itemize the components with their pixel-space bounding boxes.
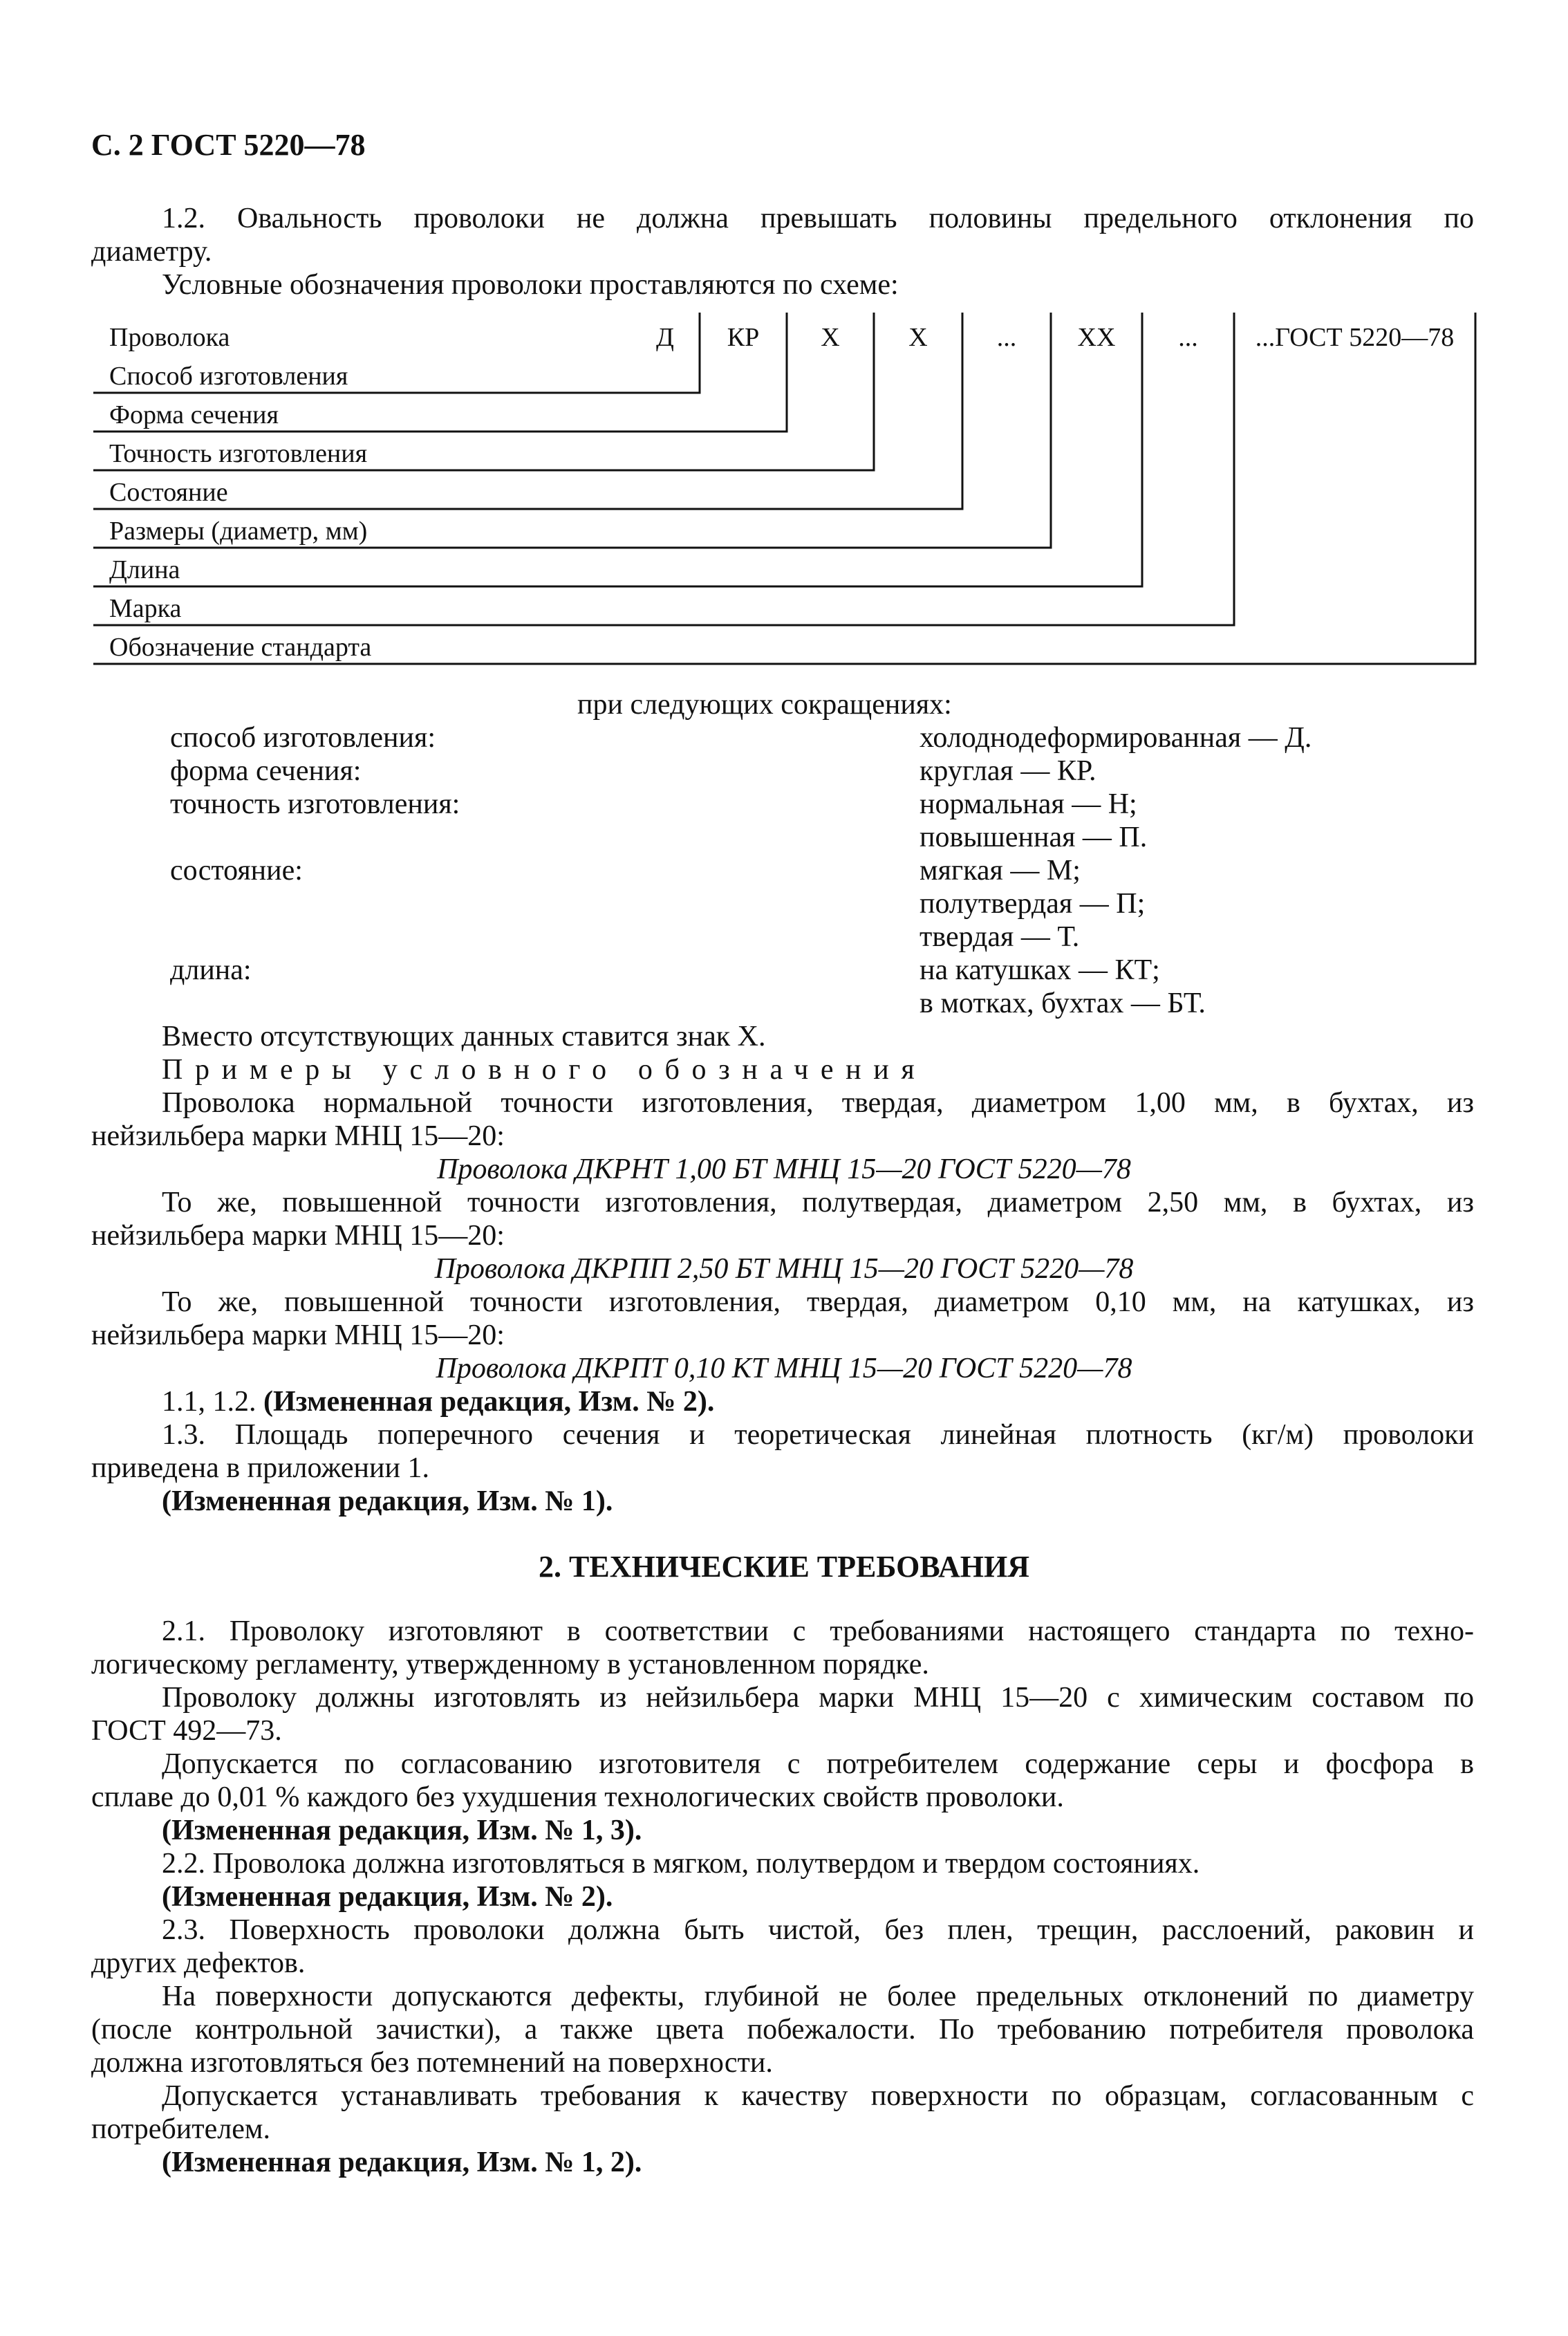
code-method: Д [656, 323, 674, 352]
abbr-term: состояние: [170, 855, 303, 887]
amendment-prefix: 1.1, 1.2. [162, 1386, 263, 1418]
example-3-line2: нейзильбера марки МНЦ 15—20: [91, 1319, 505, 1351]
code-grade-placeholder: ... [1178, 323, 1198, 352]
paragraph-2-1c-line2: сплаве до 0,01 % каждого без ухудшения технологических свойств проволоки. [91, 1781, 1064, 1813]
abbr-value: круглая — КР. [920, 755, 1096, 787]
abbreviations-heading: при следующих сокращениях: [577, 689, 952, 721]
example-2-line2: нейзильбера марки МНЦ 15—20: [91, 1220, 505, 1252]
paragraph-1-2-line1: 1.2. Овальность проволоки не должна превышать половины предельного отклонения по [162, 203, 1474, 234]
amendment-2-1: (Измененная редакция, Изм. № 1, 3). [162, 1815, 642, 1846]
paragraph-2-3b-line2: (после контрольной зачистки), а также цвета побежалости. По требованию потребителя проволока [91, 2014, 1474, 2046]
paragraph-2-3-line2: других дефектов. [91, 1947, 306, 1979]
examples-heading: Примеры условного обозначения [162, 1054, 927, 1086]
scheme-intro: Условные обозначения проволоки проставляются по схеме: [162, 269, 899, 301]
paragraph-2-3b-line3: должна изготовляться без потемнений на поверхности. [91, 2047, 773, 2079]
paragraph-2-1b-line2: ГОСТ 492—73. [91, 1715, 282, 1747]
scheme-label-wire: Проволока [109, 323, 230, 352]
abbr-term: точность изготовления: [170, 788, 460, 820]
amendment-1-3: (Измененная редакция, Изм. № 1). [162, 1485, 613, 1517]
scheme-label-method: Способ изготовления [109, 362, 348, 391]
amendment-text: (Измененная редакция, Изм. № 2). [263, 1386, 715, 1418]
scheme-label-standard: Обозначение стандарта [109, 633, 372, 662]
paragraph-2-1-line2: логическому регламенту, утвержденному в установленном порядке. [91, 1649, 929, 1680]
code-shape: КР [727, 323, 760, 352]
paragraph-2-3c-line1: Допускается устанавливать требования к качеству поверхности по образцам, согласованным с [162, 2080, 1474, 2112]
abbr-value: твердая — Т. [920, 921, 1080, 953]
example-2-code: Проволока ДКРПП 2,50 БТ МНЦ 15—20 ГОСТ 5220—78 [434, 1253, 1134, 1285]
example-1-line2: нейзильбера марки МНЦ 15—20: [91, 1120, 505, 1152]
scheme-label-grade: Марка [109, 594, 182, 623]
example-2-line1: То же, повышенной точности изготовления, полутвердая, диаметром 2,50 мм, в бухтах, из [162, 1187, 1474, 1218]
paragraph-1-3-line2: приведена в приложении 1. [91, 1452, 429, 1484]
code-accuracy: Х [821, 323, 840, 352]
scheme-label-shape: Форма сечения [109, 400, 279, 429]
section-2-title: 2. ТЕХНИЧЕСКИЕ ТРЕБОВАНИЯ [539, 1550, 1029, 1584]
paragraph-1-2-line2: диаметру. [91, 236, 212, 268]
abbr-value: нормальная — Н; [920, 788, 1137, 820]
code-state: Х [908, 323, 928, 352]
example-3-code: Проволока ДКРПТ 0,10 КТ МНЦ 15—20 ГОСТ 5220—78 [436, 1353, 1132, 1384]
amendment-1-1-1-2 [162, 1385, 1544, 1418]
code-length: ХХ [1077, 323, 1116, 352]
abbr-term: способ изготовления: [170, 722, 436, 754]
abbr-value: на катушках — КТ; [920, 954, 1160, 986]
paragraph-2-3c-line2: потребителем. [91, 2113, 270, 2145]
example-1-line1: Проволока нормальной точности изготовления, твердая, диаметром 1,00 мм, в бухтах, из [162, 1087, 1474, 1119]
missing-data-note: Вместо отсутствующих данных ставится знак Х. [162, 1021, 766, 1053]
scheme-label-accuracy: Точность изготовления [109, 439, 368, 468]
paragraph-2-1b-line1: Проволоку должны изготовлять из нейзильбера марки МНЦ 15—20 с химическим составом по [162, 1682, 1474, 1714]
abbr-value: холоднодеформированная — Д. [920, 722, 1312, 754]
code-standard: ...ГОСТ 5220—78 [1255, 323, 1455, 352]
abbr-value: полутвердая — П; [920, 888, 1146, 920]
paragraph-2-3-line1: 2.3. Поверхность проволоки должна быть чистой, без плен, трещин, расслоений, раковин и [162, 1914, 1474, 1946]
page-header: С. 2 ГОСТ 5220—78 [91, 128, 366, 162]
paragraph-2-1-line1: 2.1. Проволоку изготовляют в соответствии с требованиями настоящего стандарта по техно- [162, 1615, 1474, 1647]
abbr-value: мягкая — М; [920, 855, 1081, 887]
code-size-placeholder: ... [996, 323, 1017, 352]
example-1-code: Проволока ДКРНТ 1,00 БТ МНЦ 15—20 ГОСТ 5220—78 [437, 1153, 1131, 1185]
abbr-value: повышенная — П. [920, 822, 1148, 853]
scheme-label-size: Размеры (диаметр, мм) [109, 517, 368, 546]
paragraph-2-3b-line1: На поверхности допускаются дефекты, глубиной не более предельных отклонений по диаметру [162, 1981, 1474, 2012]
scheme-label-state: Состояние [109, 478, 228, 507]
example-3-line1: То же, повышенной точности изготовления, твердая, диаметром 0,10 мм, на катушках, из [162, 1286, 1474, 1318]
abbr-term: форма сечения: [170, 755, 362, 787]
scheme-label-length: Длина [109, 555, 180, 584]
paragraph-1-3-line1: 1.3. Площадь поперечного сечения и теоретическая линейная плотность (кг/м) проволоки [162, 1419, 1474, 1451]
paragraph-2-1c-line1: Допускается по согласованию изготовителя с потребителем содержание серы и фосфора в [162, 1748, 1474, 1780]
leader-line-grade [93, 313, 1234, 625]
paragraph-2-2: 2.2. Проволока должна изготовляться в мягком, полутвердом и твердом состояниях. [162, 1848, 1200, 1880]
abbr-term: длина: [170, 954, 252, 986]
amendment-2-3: (Измененная редакция, Изм. № 1, 2). [162, 2147, 642, 2178]
amendment-2-2: (Измененная редакция, Изм. № 2). [162, 1881, 613, 1913]
abbr-value: в мотках, бухтах — БТ. [920, 988, 1206, 1019]
